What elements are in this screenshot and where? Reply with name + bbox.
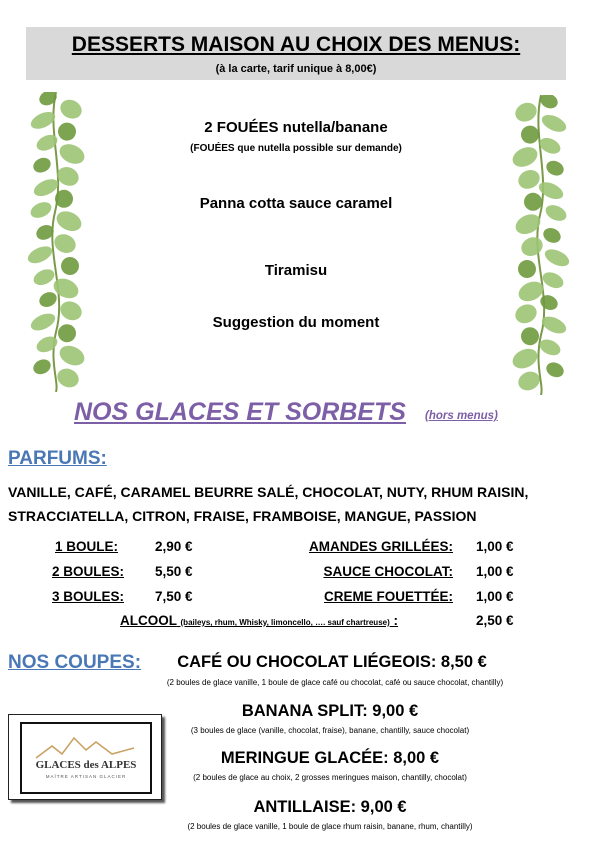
vine-leaf [539, 112, 568, 136]
boule-3-label: 3 BOULES: [52, 589, 125, 604]
vine-leaf [31, 266, 57, 288]
vine-leaf [58, 254, 82, 278]
vine-leaf [37, 92, 59, 108]
vine-leaf [57, 298, 85, 324]
vine-leaf [31, 357, 53, 377]
coupes-heading: NOS COUPES: [8, 652, 142, 673]
vine-leaf [542, 246, 571, 270]
coupe-antillaise-name: ANTILLAISE: 9,00 € [253, 798, 407, 816]
vine-leaf [57, 96, 85, 122]
vine-leaf [34, 333, 60, 355]
alcool-row [120, 613, 398, 628]
vine-leaf [54, 365, 82, 391]
vine-leaf [31, 155, 53, 175]
vine-leaf [541, 225, 563, 245]
vine-leaf [510, 345, 541, 372]
vine-leaf [538, 292, 560, 312]
coupe-banana-split-name: BANANA SPLIT: 9,00 € [241, 702, 419, 720]
vine-leaf [512, 301, 540, 327]
page-title: DESSERTS MAISON AU CHOIX DES MENUS: [71, 33, 521, 56]
svg-text:GLACES des ALPES: GLACES des ALPES [35, 759, 137, 771]
boule-2-label: 2 BOULES: [52, 564, 125, 579]
coupe-meringue-desc: (2 boules de glace au choix, 2 grosses meringues maison, chantilly, chocolat) [193, 773, 467, 782]
vine-left-decoration [25, 92, 87, 392]
glaces-heading: NOS GLACES ET SORBETS [74, 398, 406, 426]
coupe-antillaise-desc: (2 boules de glace vanille, 1 boule de glace rhum raisin, banane, rhum, chantilly) [187, 822, 473, 831]
vine-leaf [510, 143, 541, 170]
flavors-line: STRACCIATELLA, CITRON, FRAISE, FRAMBOISE, MANGUE, PASSION [8, 507, 477, 524]
vine-leaf [515, 167, 543, 193]
dessert-item-fouees: 2 FOUÉES nutella/banane [204, 119, 388, 136]
extra-creme-price: 1,00 € [476, 589, 514, 604]
vine-leaf [540, 269, 566, 291]
coupe-liegeois-desc: (2 boules de glace vanille, 1 boule de glace café ou chocolat, café ou sauce chocolat, chantilly) [166, 678, 504, 687]
vine-leaf [518, 234, 546, 260]
title-band [26, 27, 566, 80]
dessert-item-suggestion: Suggestion du moment [212, 314, 380, 331]
boule-2-price: 5,50 € [155, 564, 193, 579]
extra-sauce-label: SAUCE CHOCOLAT: [323, 564, 453, 579]
vine-leaf [25, 243, 54, 267]
vine-leaf [53, 208, 84, 235]
vine-leaf [28, 310, 57, 334]
logo-mountain-icon [22, 724, 150, 792]
vine-leaf [512, 99, 540, 125]
alcool-detail: (baileys, rhum, Whisky, limoncello, …. sauf chartreuse) [180, 618, 390, 627]
dessert-note-fouees: (FOUÉES que nutella possible sur demande) [190, 143, 402, 154]
vine-leaf [515, 257, 539, 281]
coupe-banana-split-desc: (3 boules de glace (vanille, chocolat, fraise), banane, chantilly, sauce chocolat) [190, 726, 470, 735]
vine-leaf [51, 231, 79, 257]
flavors-line: VANILLE, CAFÉ, CARAMEL BEURRE SALÉ, CHOCOLAT, NUTY, RHUM RAISIN, [8, 484, 529, 500]
dessert-item-panna-cotta: Panna cotta sauce caramel [199, 195, 393, 212]
vine-leaf [538, 95, 560, 111]
coupe-liegeois-name: CAFÉ OU CHOCOLAT LIÉGEOIS: 8,50 € [177, 653, 487, 671]
vine-left-icon [25, 92, 87, 392]
extra-sauce-price: 1,00 € [476, 564, 514, 579]
boule-1-price: 2,90 € [155, 539, 193, 554]
boule-3-price: 7,50 € [155, 589, 193, 604]
coupe-meringue-name: MERINGUE GLACÉE: 8,00 € [220, 749, 440, 767]
vine-leaf [544, 360, 566, 380]
vine-leaf [56, 342, 87, 369]
parfums-heading: PARFUMS: [8, 448, 107, 469]
svg-text:MAÎTRE ARTISAN GLACIER: MAÎTRE ARTISAN GLACIER [45, 774, 127, 779]
extra-amandes-label: AMANDES GRILLÉES: [308, 539, 453, 554]
extra-amandes-price: 1,00 € [476, 539, 514, 554]
alcool-label: ALCOOL (baileys, rhum, Whisky, limoncello, …. sauf chartreuse) : [120, 613, 399, 628]
vine-leaf [544, 158, 566, 178]
extra-creme-label: CREME FOUETTÉE: [323, 589, 453, 604]
glaces-note: (hors menus) [425, 410, 498, 422]
vine-leaf [512, 211, 543, 238]
vine-leaf [55, 120, 79, 144]
dessert-item-tiramisu: Tiramisu [264, 262, 328, 279]
vine-leaf [543, 202, 569, 224]
vine-leaf [28, 199, 54, 221]
vine-right-icon [510, 95, 572, 395]
vine-leaf [37, 289, 59, 309]
glaces-des-alpes-logo [8, 714, 162, 800]
vine-leaf [56, 140, 87, 167]
flavors-list [8, 481, 593, 528]
alcool-price: 2,50 € [476, 613, 514, 628]
boule-1-label: 1 BOULE: [55, 539, 119, 554]
logo-inner-frame [20, 722, 152, 794]
page-subtitle: (à la carte, tarif unique à 8,00€) [215, 63, 377, 75]
vine-right-decoration [510, 95, 572, 395]
